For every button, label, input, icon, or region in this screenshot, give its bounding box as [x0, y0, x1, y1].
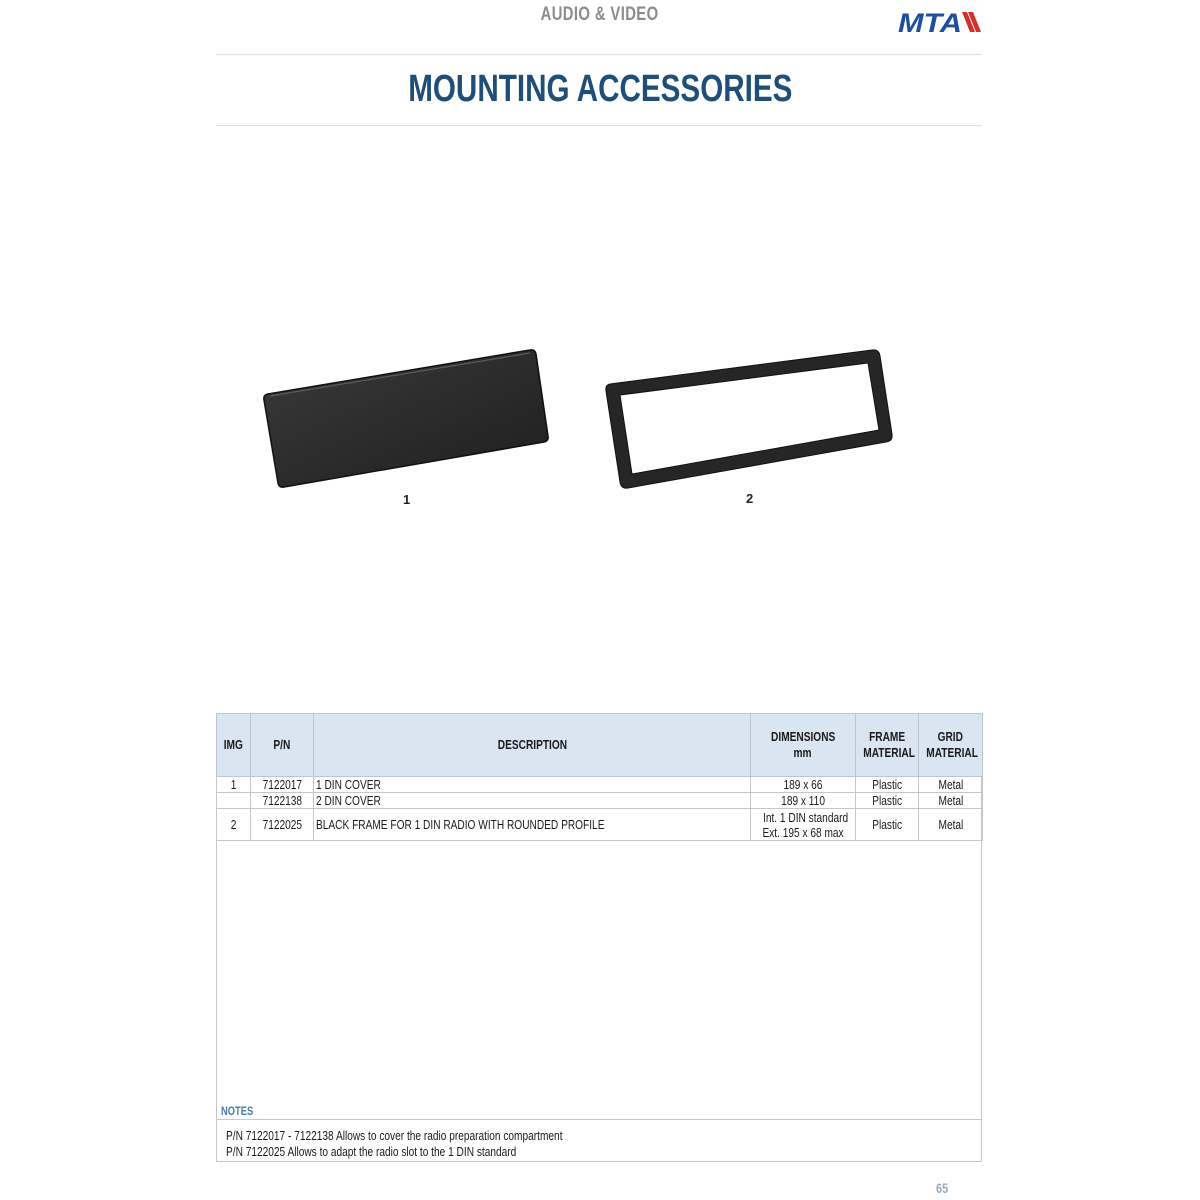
cell-pn: 7122025: [251, 809, 314, 841]
table-header-row: [217, 714, 983, 777]
cell-frame-material: Plastic: [856, 777, 919, 793]
image-label-2: 2: [746, 491, 754, 506]
table-row: [217, 809, 983, 841]
din-frame-icon: [600, 346, 898, 496]
cell-description: 2 DIN COVER: [314, 793, 751, 809]
note-line-2: P/N 7122025 Allows to adapt the radio slot to the 1 DIN standard: [226, 1144, 517, 1159]
specification-table: [216, 713, 983, 841]
cell-pn: 7122017: [251, 777, 314, 793]
note-line-1: P/N 7122017 - 7122138 Allows to cover the radio preparation compartment: [226, 1128, 563, 1143]
col-header-grid-material: GRID MATERIAL: [919, 714, 983, 777]
image-label-1: 1: [403, 492, 411, 507]
col-header-frame-material: FRAME MATERIAL: [856, 714, 919, 777]
cell-frame-material: Plastic: [856, 793, 919, 809]
notes-label: NOTES: [221, 1104, 254, 1118]
title-divider: [216, 125, 982, 126]
brand-name: MTA: [898, 8, 962, 36]
cell-grid-material: Metal: [919, 793, 983, 809]
cell-img: 1: [217, 777, 251, 793]
cell-pn: 7122138: [251, 793, 314, 809]
cell-grid-material: Metal: [919, 777, 983, 793]
notes-divider: [216, 1119, 982, 1120]
din-cover-panel-icon: [258, 344, 556, 494]
col-header-description: DESCRIPTION: [314, 714, 751, 777]
section-title: AUDIO & VIDEO: [541, 4, 659, 25]
header-divider: [216, 54, 982, 55]
cell-img: 2: [217, 809, 251, 841]
table-row: [217, 777, 983, 793]
page-number: 65: [936, 1180, 949, 1196]
cell-description: 1 DIN COVER: [314, 777, 751, 793]
cell-dimensions: 189 x 66: [751, 777, 856, 793]
col-header-pn: P/N: [251, 714, 314, 777]
table-row: [217, 793, 983, 809]
page-title: MOUNTING ACCESSORIES: [407, 68, 793, 110]
cell-img: [217, 793, 251, 809]
cell-frame-material: Plastic: [856, 809, 919, 841]
cell-dimensions: Int. 1 DIN standard Ext. 195 x 68 max: [751, 809, 856, 841]
mta-logo: [896, 8, 982, 36]
cell-dimensions: 189 x 110: [751, 793, 856, 809]
cell-description: BLACK FRAME FOR 1 DIN RADIO WITH ROUNDED PROFILE: [314, 809, 751, 841]
cell-grid-material: Metal: [919, 809, 983, 841]
col-header-img: IMG: [217, 714, 251, 777]
col-header-dimensions: DIMENSIONS mm: [751, 714, 856, 777]
